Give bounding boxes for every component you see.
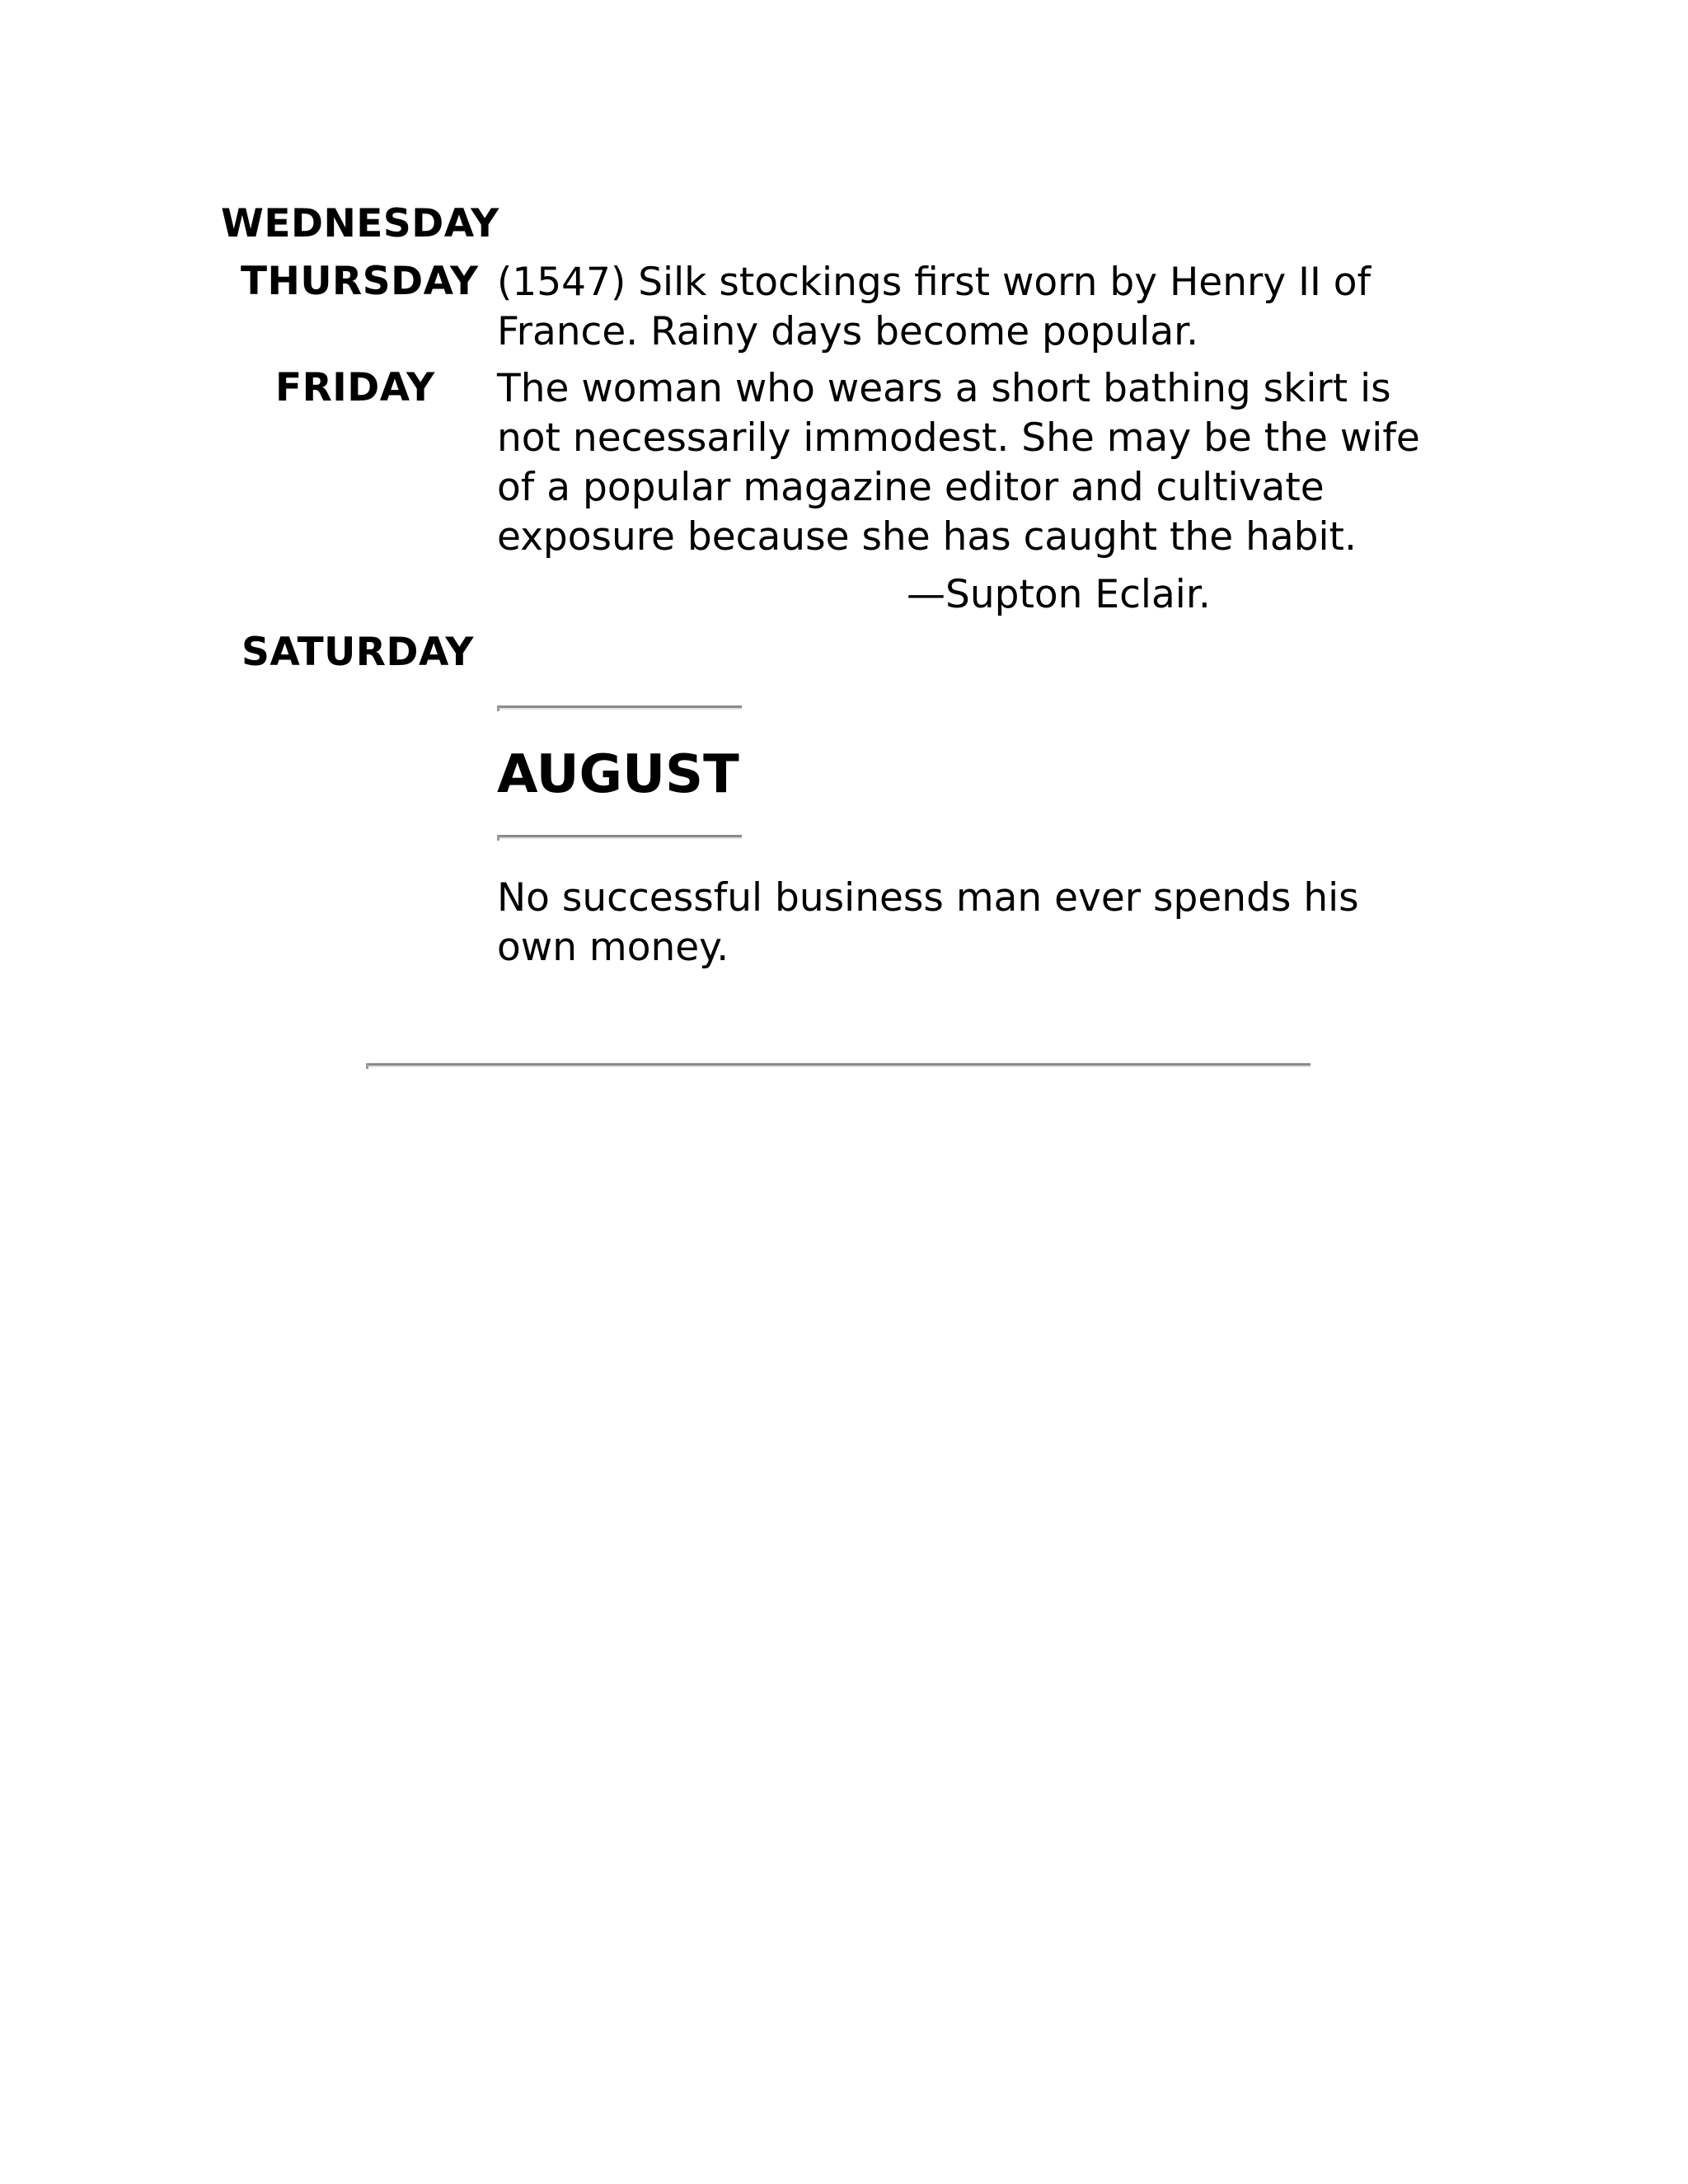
day-label-friday: FRIDAY [275,365,435,410]
month-title: AUGUST [497,744,739,805]
month-entry: No successful business man ever spends his own money. [497,875,1359,970]
month-top-divider [497,705,742,710]
day-label-saturday: SATURDAY [241,630,474,675]
friday-entry: The woman who wears a short bathing skirt is not necessarily immodest. She may be the wife of a popular magazine editor and cultivate exposure because she has caught the habit. [497,366,1420,560]
day-label-wednesday: WEDNESDAY [221,201,499,246]
day-label-thursday: THURSDAY [241,259,479,304]
friday-attribution: —Supton Eclair. [907,572,1211,617]
month-bottom-divider [497,835,742,839]
thursday-entry: (1547) Silk stockings first worn by Henry II of France. Rainy days become popular. [497,260,1372,354]
page-end-divider [366,1063,1311,1067]
